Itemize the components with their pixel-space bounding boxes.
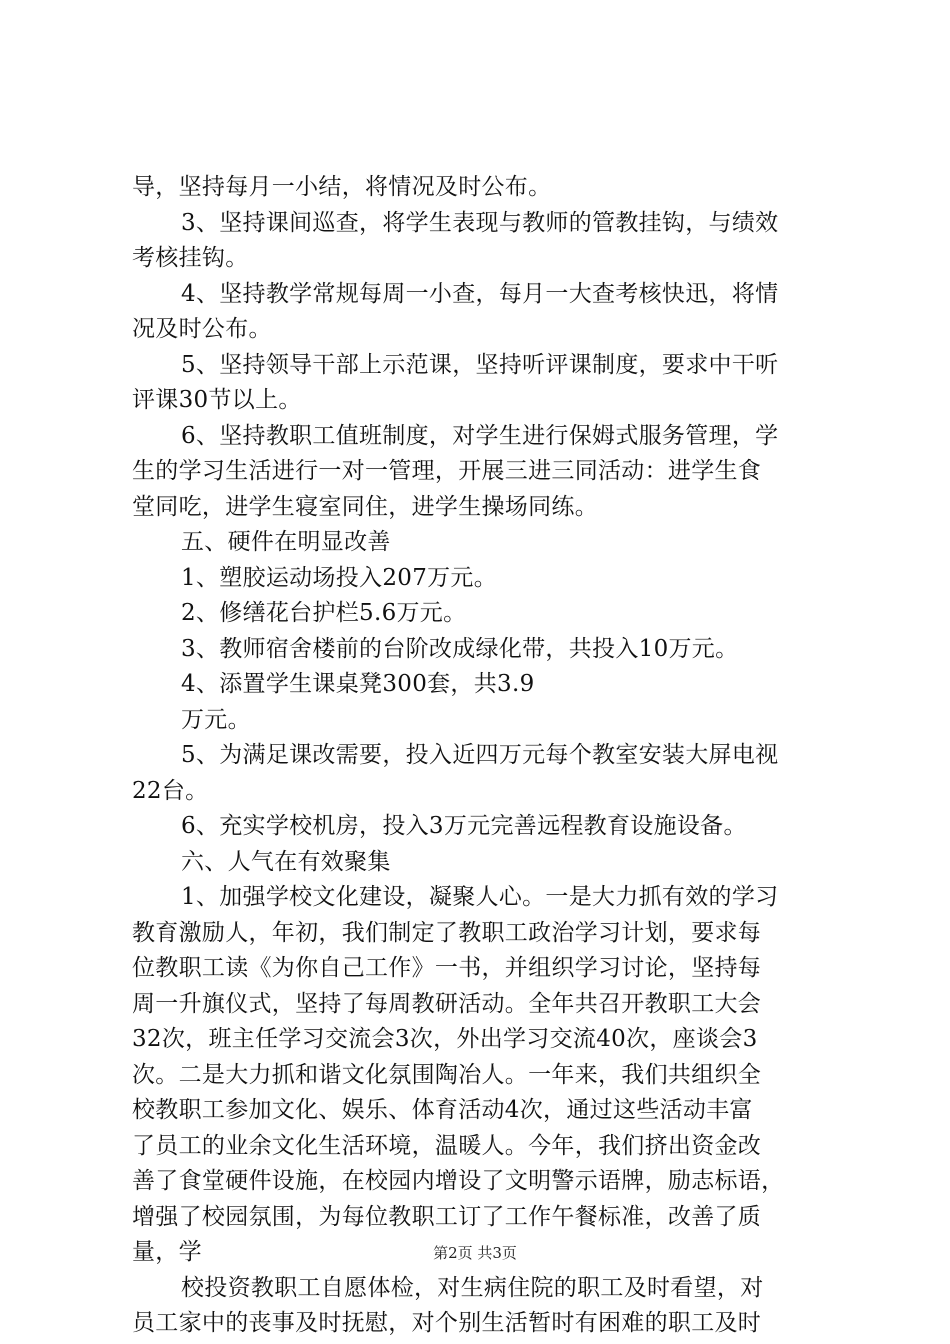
text-line: 5、为满足课改需要，投入近四万元每个教室安装大屏电视 <box>181 742 779 768</box>
text-line: 次。二是大力抓和谐文化氛围陶冶人。一年来，我们共组织全 <box>132 1061 762 1088</box>
text-line: 2、修缮花台护栏5.6万元。 <box>181 600 467 626</box>
text-line: 教育激励人，年初，我们制定了教职工政治学习计划，要求每 <box>132 919 762 946</box>
text-line: 善了食堂硬件设施，在校园内增设了文明警示语牌，励志标语， <box>132 1168 785 1194</box>
text-line: 万元。 <box>181 706 251 733</box>
text-line: 增强了校园氛围，为每位教职工订了工作午餐标准，改善了质 <box>132 1203 762 1230</box>
text-line: 况及时公布。 <box>132 316 272 342</box>
text-line: 量，学 <box>132 1239 202 1265</box>
text-line: 32次，班主任学习交流会3次，外出学习交流40次，座谈会3 <box>132 1026 758 1052</box>
page-footer: 第2页 共3页 <box>433 1244 517 1262</box>
text-line: 22台。 <box>132 777 209 804</box>
text-line: 1、加强学校文化建设，凝聚人心。一是大力抓有效的学习 <box>181 884 779 910</box>
text-line: 校投资教职工自愿体检，对生病住院的职工及时看望，对 <box>181 1274 764 1301</box>
text-line: 6、充实学校机房，投入3万元完善远程教育设施设备。 <box>181 813 747 839</box>
text-line: 了员工的业余文化生活环境，温暖人。今年，我们挤出资金改 <box>132 1132 762 1159</box>
text-line: 1、塑胶运动场投入207万元。 <box>181 564 498 591</box>
text-line: 4、添置学生课桌凳300套，共3.9 <box>181 671 535 697</box>
text-line: 堂同吃，进学生寝室同住，进学生操场同练。 <box>132 493 598 520</box>
text-line: 4、坚持教学常规每周一小查，每月一大查考核快迅，将情 <box>181 280 779 307</box>
text-line: 周一升旗仪式，坚持了每周教研活动。全年共召开教职工大会 <box>132 990 762 1017</box>
text-line: 3、坚持课间巡查，将学生表现与教师的管教挂钩，与绩效 <box>181 209 779 236</box>
text-line: 校教职工参加文化、娱乐、体育活动4次，通过这些活动丰富 <box>132 1097 753 1123</box>
text-line: 员工家中的丧事及时抚慰，对个别生活暂时有困难的职工及时 <box>132 1310 762 1336</box>
document-body <box>132 170 832 1342</box>
text-line: 位教职工读《为你自己工作》一书，并组织学习讨论，坚持每 <box>132 955 762 981</box>
text-line: 导，坚持每月一小结，将情况及时公布。 <box>132 174 552 200</box>
text-line: 3、教师宿舍楼前的台阶改成绿化带，共投入10万元。 <box>181 635 739 662</box>
text-line: 考核挂钩。 <box>132 245 249 271</box>
text-line: 5、坚持领导干部上示范课，坚持听评课制度，要求中干听 <box>181 351 779 378</box>
text-line: 评课30节以上。 <box>132 387 302 413</box>
text-line: 五、硬件在明显改善 <box>181 529 391 555</box>
text-line: 生的学习生活进行一对一管理，开展三进三同活动：进学生食 <box>132 458 762 484</box>
text-line: 6、坚持教职工值班制度，对学生进行保姆式服务管理，学 <box>181 422 779 449</box>
text-line: 六、人气在有效聚集 <box>181 848 391 875</box>
